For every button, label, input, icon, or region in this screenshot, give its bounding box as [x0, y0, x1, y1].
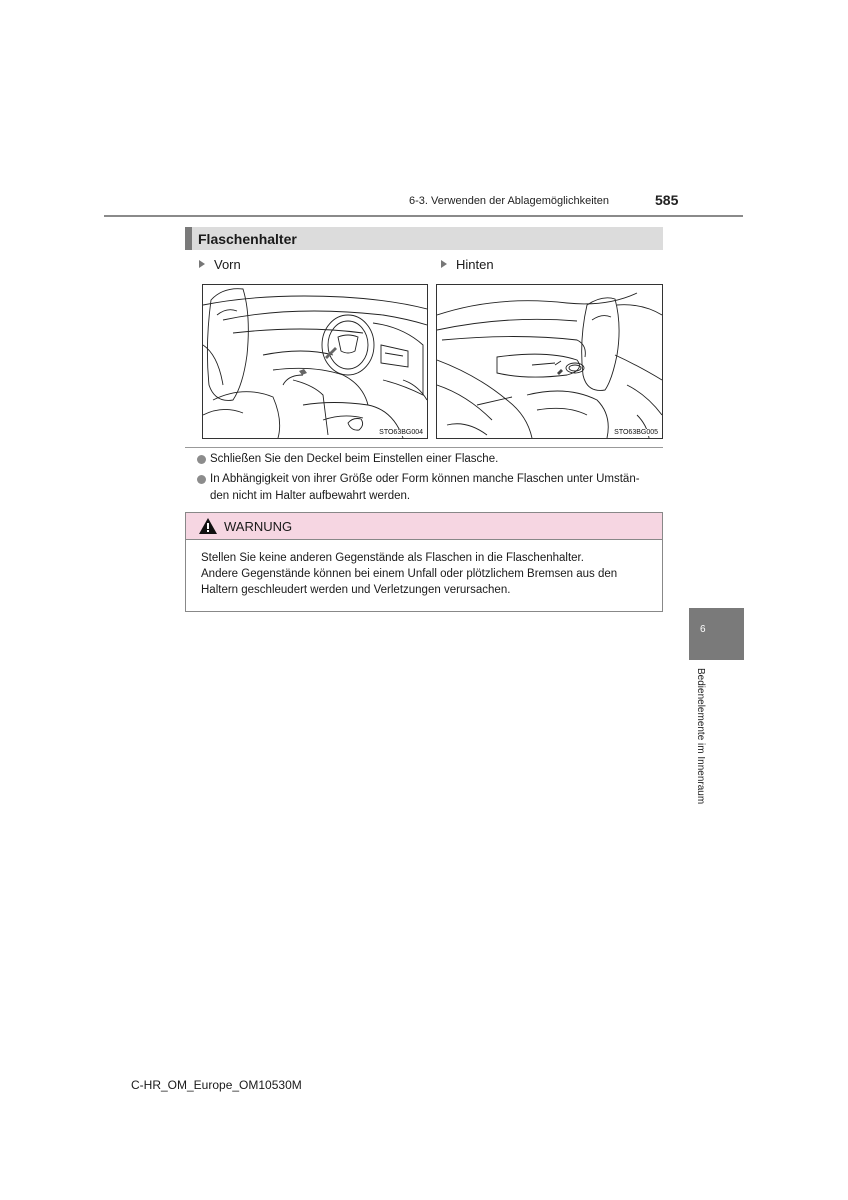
- bullet-dot-icon: [197, 455, 206, 464]
- bullet-text-line-2: den nicht im Halter aufbewahrt werden.: [210, 490, 411, 502]
- chapter-number: 6: [700, 624, 706, 635]
- car-interior-front-drawing: [203, 285, 427, 438]
- chapter-tab: [689, 608, 744, 660]
- triangle-bullet-icon: [441, 260, 447, 268]
- figure-rear-illustration: [436, 284, 663, 439]
- figure-code-rear: STO63BG005: [614, 429, 658, 436]
- warning-triangle-icon: [198, 517, 218, 535]
- warning-body: [201, 550, 653, 598]
- section-heading: [185, 227, 663, 250]
- bullet-item: [197, 451, 663, 468]
- figure-code-front: STO63BG004: [379, 429, 423, 436]
- warning-line-2: Andere Gegenstände können bei einem Unfall oder plötzlichem Bremsen aus den: [201, 568, 618, 580]
- figure-label-rear-text: Hinten: [456, 257, 494, 272]
- warning-line-3: Haltern geschleudert werden und Verletzungen verursachen.: [201, 584, 511, 596]
- figure-front-illustration: [202, 284, 428, 439]
- chapter-title-vertical: Bedienelemente im Innenraum: [695, 668, 706, 805]
- bullet-item: [197, 471, 663, 505]
- triangle-bullet-icon: [199, 260, 205, 268]
- car-interior-rear-drawing: [437, 285, 662, 438]
- bullet-text: Schließen Sie den Deckel beim Einstellen einer Flasche.: [210, 453, 499, 465]
- warning-box: [185, 512, 663, 612]
- page-number: 585: [655, 192, 679, 208]
- content-divider: [185, 447, 663, 448]
- warning-title: WARNUNG: [224, 519, 293, 534]
- warning-header: [186, 513, 662, 540]
- warning-line-1: Stellen Sie keine anderen Gegenstände als Flaschen in die Flaschenhalter.: [201, 552, 584, 564]
- header-divider: [104, 215, 743, 217]
- figure-label-front: [199, 257, 241, 272]
- bullet-text-line-1: In Abhängigkeit von ihrer Größe oder Form können manche Flaschen unter Umstän-: [210, 473, 640, 485]
- figure-label-front-text: Vorn: [214, 257, 241, 272]
- document-id: C-HR_OM_Europe_OM10530M: [131, 1078, 302, 1092]
- running-header-section: 6-3. Verwenden der Ablagemöglichkeiten: [409, 195, 609, 207]
- section-title: Flaschenhalter: [198, 231, 297, 247]
- bullet-dot-icon: [197, 475, 206, 484]
- figure-label-rear: [441, 257, 494, 272]
